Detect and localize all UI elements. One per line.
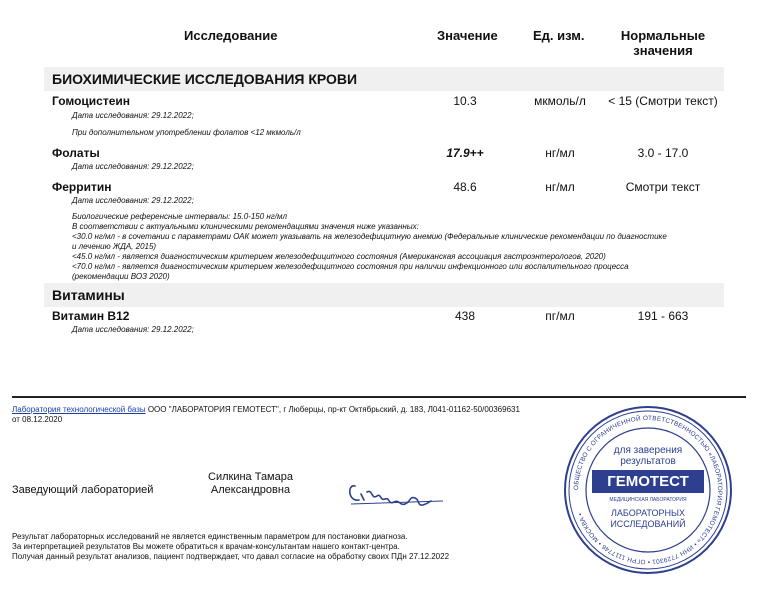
test-name: Витамин B12	[52, 309, 130, 323]
stamp-brand-sub: МЕДИЦИНСКАЯ ЛАБОРАТОРИЯ	[609, 497, 687, 503]
stamp-bottom-line-1: ЛАБОРАТОРНЫХ	[611, 508, 685, 518]
head-label: Заведующий лабораторией	[12, 484, 154, 496]
disclaimer-line: Результат лабораторных исследований не является единственным параметром для постановки диагноза.	[12, 532, 408, 541]
test-norm: 3.0 - 17.0	[637, 146, 689, 160]
test-unit: нг/мл	[545, 180, 575, 194]
lab-stamp	[562, 404, 734, 576]
section-title: БИОХИМИЧЕСКИЕ ИССЛЕДОВАНИЯ КРОВИ	[52, 71, 358, 87]
disclaimer-line: Получая данный результат анализов, пациент подтверждает, что давал согласие на обработку своих ПДн 27.12.2022	[12, 552, 450, 561]
column-header-unit: Ед. изм.	[533, 28, 585, 43]
footer-divider	[12, 396, 746, 398]
column-header-norm-line-1: Нормальные	[620, 28, 706, 43]
disclaimer	[12, 532, 532, 562]
test-norm: Смотри текст	[625, 180, 701, 194]
stamp-top-line-1: для заверения	[613, 445, 683, 456]
note-line: <70.0 нг/мл - является диагностическим критерием железодефицитного состояния при наличии инфекционного или воспалительного процесса	[72, 262, 629, 271]
test-norm: 191 - 663	[637, 309, 689, 323]
test-value-flagged: 17.9++	[446, 146, 484, 160]
lab-info	[12, 405, 572, 415]
test-date: Дата исследования: 29.12.2022;	[72, 111, 194, 120]
test-note: При дополнительном употреблении фолатов <12 мкмоль/л	[72, 128, 301, 137]
stamp-brand: ГЕМОТЕСТ	[607, 473, 689, 490]
test-unit: нг/мл	[545, 146, 575, 160]
stamp-top-line-2: результатов	[620, 456, 676, 467]
signature	[345, 474, 450, 510]
column-header-value: Значение	[437, 28, 498, 43]
test-date: Дата исследования: 29.12.2022;	[72, 162, 194, 171]
lab-link[interactable]: Лаборатория технологической базы	[12, 405, 146, 414]
test-unit: мкмоль/л	[534, 94, 586, 108]
head-name	[208, 471, 293, 497]
stamp-ring-text: ОБЩЕСТВО С ОГРАНИЧЕННОЙ ОТВЕТСТВЕННОСТЬЮ «ЛАБОРАТОРИЯ ГЕМОТЕСТ» • ИНН 7729301 • ОГРН 1117746 • МОСКВА •	[572, 414, 724, 566]
lab-text: ООО "ЛАБОРАТОРИЯ ГЕМОТЕСТ", г Люберцы, пр-кт Октябрьский, д. 183, Л041-01162-50/00369631	[145, 405, 520, 414]
test-name: Фолаты	[52, 146, 100, 160]
note-line: (рекомендации ВОЗ 2020)	[72, 272, 170, 281]
lab-date: от 08.12.2020	[12, 415, 63, 424]
note-line: Биологические референсные интервалы: 15.0-150 нг/мл	[72, 212, 287, 221]
head-name-line-1: Силкина Тамара	[208, 471, 293, 483]
column-header-norm-line-2: значения	[633, 43, 693, 58]
test-unit: пг/мл	[545, 309, 575, 323]
note-line: и лечению ЖДА, 2015)	[72, 242, 157, 251]
test-name: Ферритин	[52, 180, 112, 194]
test-name: Гомоцистеин	[52, 94, 131, 108]
test-date: Дата исследования: 29.12.2022;	[72, 325, 194, 334]
test-norm: < 15 (Смотри текст)	[608, 94, 718, 108]
section-biochemistry	[44, 67, 724, 91]
test-value: 10.3	[453, 94, 477, 108]
note-line: В соответствии с актуальными клиническими рекомендациями значения ниже указанных:	[72, 222, 419, 231]
section-vitamins	[44, 283, 724, 307]
column-header-norm	[608, 28, 718, 58]
head-name-line-2: Александровна	[210, 484, 291, 496]
section-title: Витамины	[52, 287, 125, 303]
note-line: <45.0 нг/мл - является диагностическим критерием железодефицитного состояния (Американская ассоциация гастроэнтерологов, 2020)	[72, 252, 606, 261]
disclaimer-line: За интерпретацией результатов Вы можете обратиться к врачам-консультантам нашего контакт-центра.	[12, 542, 400, 551]
stamp-bottom-line-2: ИССЛЕДОВАНИЙ	[610, 519, 686, 529]
test-date: Дата исследования: 29.12.2022;	[72, 196, 194, 205]
test-value: 438	[454, 309, 476, 323]
note-line: <30.0 нг/мл - в сочетании с параметрами ОАК может указывать на железодефицитную анемию (Федеральные клинические рекомендации по диагностике	[72, 232, 667, 241]
test-value: 48.6	[453, 180, 477, 194]
ferritin-notes	[72, 212, 732, 282]
column-header-study: Исследование	[184, 28, 278, 43]
